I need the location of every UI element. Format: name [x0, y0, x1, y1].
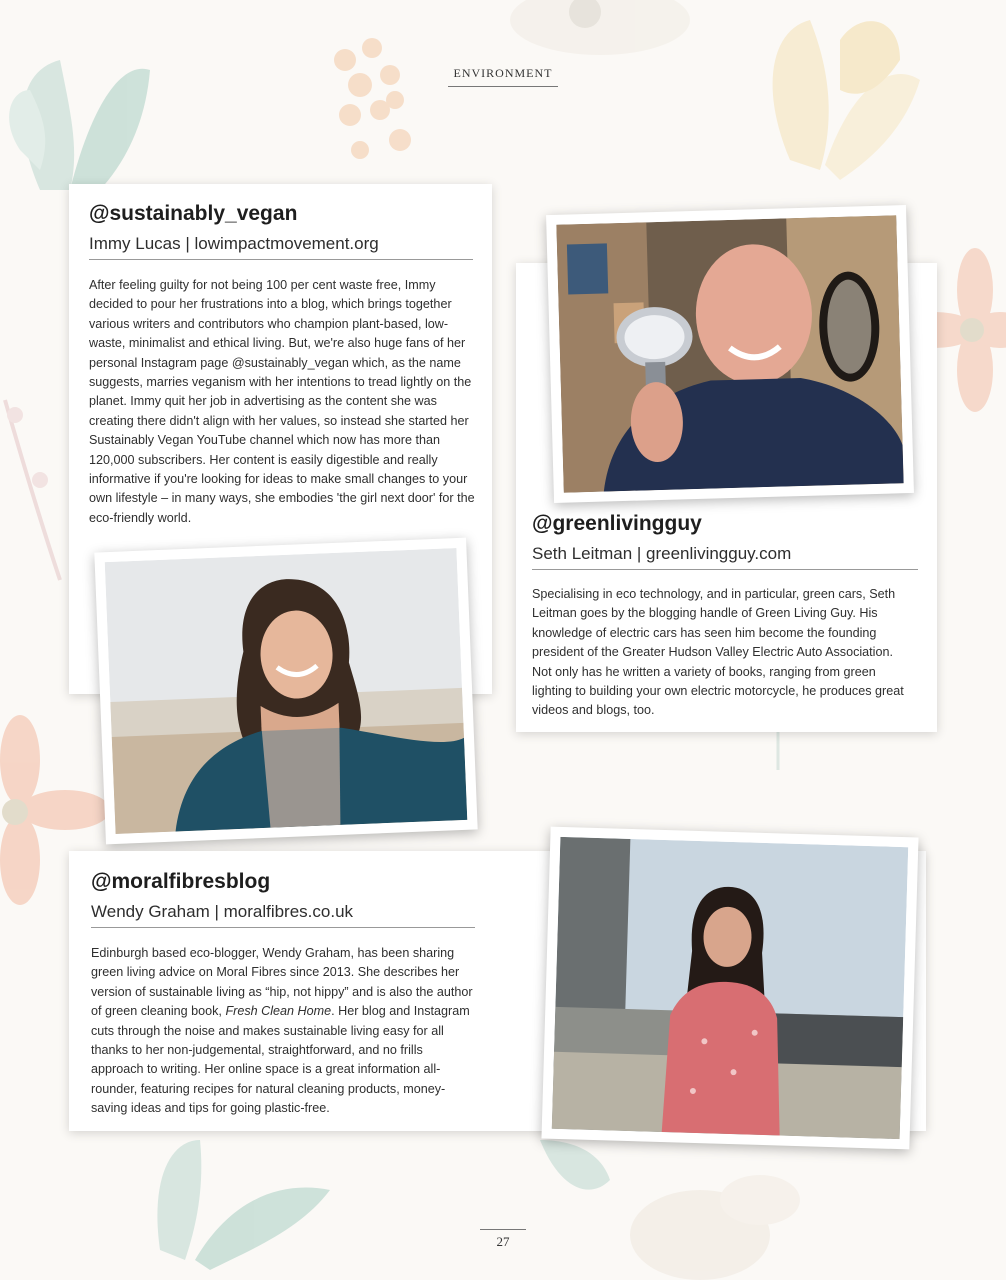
profile-description: Specialising in eco technology, and in particular, green cars, Seth Leitman goes by the blogging handle of Green Living Guy. His knowledge of electric cars has seen him become the founding president of the Greater Hudson Valley Electric Auto Association. Not only has he written a variety of books, ranging from green lighting to building your own electric motorcycle, he produces great videos and blogs, too.: [532, 587, 904, 718]
profile-description: After feeling guilty for not being 100 per cent waste free, Immy decided to pour her frustrations into a blog, which brings together various writers and contributors who champion plant-based, low-waste, minimalist and ethical living. But, we're also huge fans of her personal Instagram page @sustainably_vegan which, as the name suggests, marries veganism with her intentions to tread lightly on the planet. Immy quit her job in advertising as the content she was creating there didn't align with her values, so instead she started her Sustainably Vegan YouTube channel which now has more than 120,000 subscribers. Her content is easily digestible and really informative if you're looking for ideas to make small changes to your own lifestyle – in many ways, she embodies 'the girl next door' for the eco-friendly world.: [89, 278, 475, 525]
profile-byline: Seth Leitman | greenlivingguy.com: [532, 544, 918, 570]
profile-byline: Immy Lucas | lowimpactmovement.org: [89, 234, 473, 260]
woman-portrait-image: [105, 548, 468, 834]
profile-byline: Wendy Graham | moralfibres.co.uk: [91, 902, 475, 928]
man-with-lightbulb-image: [556, 215, 903, 492]
profile-description: Edinburgh based eco-blogger, Wendy Graham, has been sharing green living advice on Moral Fibres since 2013. She describes her version of sustainable living as “hip, not hippy” and is also the author of green cleaning book, Fresh Clean Home. Her blog and Instagram cuts through the noise and makes sustainable living easy for all thanks to her non-judgemental, straightforward, and no frills approach to writing. Her online space is a great information all-rounder, featuring recipes for natural cleaning products, money-saving ideas and tips for going plastic-free.: [91, 946, 473, 1116]
book-title: Fresh Clean Home: [225, 1004, 332, 1019]
photo-wendy-graham: [541, 827, 918, 1150]
photo-immy-lucas: [94, 538, 477, 845]
profile-handle: @greenlivingguy: [532, 512, 702, 535]
profile-handle: @moralfibresblog: [91, 870, 271, 893]
photo-seth-leitman: [546, 205, 914, 503]
profile-handle: @sustainably_vegan: [89, 202, 298, 225]
section-header: ENVIRONMENT: [448, 66, 558, 87]
woman-outdoors-image: [552, 837, 909, 1139]
page-number: 27: [480, 1229, 526, 1250]
